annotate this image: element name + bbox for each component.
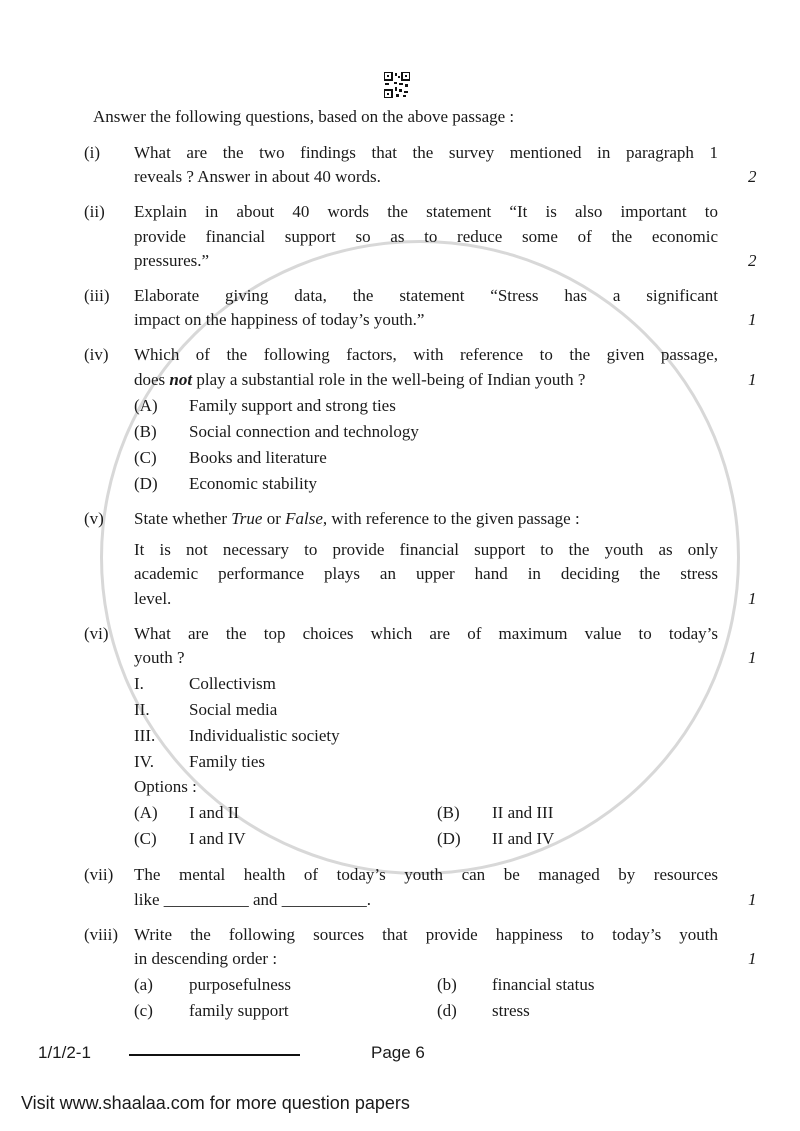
item-label: II.	[134, 700, 150, 719]
option-text: Family support and strong ties	[189, 396, 396, 415]
option-label: (D)	[437, 829, 461, 848]
question-text: youth ?	[134, 648, 185, 667]
option-label: (A)	[134, 396, 158, 415]
emphasis: True	[231, 509, 263, 528]
question-number: (viii)	[84, 925, 118, 944]
item-text: Social media	[189, 700, 278, 719]
option-text: I and IV	[189, 829, 246, 848]
statement-text: academic performance plays an upper hand in deciding the stress	[134, 564, 718, 583]
question-number: (vi)	[84, 624, 109, 643]
question-text: reveals ? Answer in about 40 words.	[134, 167, 381, 186]
option-text: purposefulness	[189, 975, 291, 994]
question-number: (i)	[84, 143, 101, 162]
option-text: financial status	[492, 975, 595, 994]
options-heading: Options :	[134, 777, 197, 796]
option-label: (B)	[134, 422, 157, 441]
emphasis: not	[169, 370, 193, 389]
marks: 1	[748, 949, 757, 968]
question-text: provide financial support so as to reduce some of the economic	[134, 227, 718, 246]
item-label: III.	[134, 726, 156, 745]
question-text: pressures.”	[134, 251, 210, 270]
question-text: like __________ and __________.	[134, 890, 372, 909]
question-number: (v)	[84, 509, 104, 528]
option-text: Economic stability	[189, 474, 317, 493]
item-text: Collectivism	[189, 674, 276, 693]
statement-text: level.	[134, 589, 172, 608]
footer-link-text: Visit www.shaalaa.com for more question papers	[21, 1093, 410, 1113]
option-text: stress	[492, 1001, 530, 1020]
question-text: Write the following sources that provide happiness to today’s youth	[134, 925, 718, 944]
option-label: (C)	[134, 829, 157, 848]
text: does	[134, 370, 170, 389]
question-text: Explain in about 40 words the statement “It is also important to	[134, 202, 718, 221]
option-text: I and II	[189, 803, 240, 822]
option-text: II and IV	[492, 829, 555, 848]
option-label: (a)	[134, 975, 153, 994]
emphasis: False	[285, 509, 323, 528]
qr-code-icon	[384, 72, 410, 98]
question-text	[134, 368, 585, 392]
text: play a substantial role in the well-being of Indian youth ?	[192, 370, 586, 389]
question-text: The mental health of today’s youth can be managed by resources	[134, 865, 718, 884]
option-text: II and III	[492, 803, 554, 822]
option-label: (A)	[134, 803, 158, 822]
question-number: (iii)	[84, 286, 110, 305]
marks: 1	[748, 310, 757, 329]
marks: 1	[748, 589, 757, 608]
question-number: (iv)	[84, 345, 109, 364]
option-text: family support	[189, 1001, 289, 1020]
question-text: in descending order :	[134, 949, 278, 968]
option-label: (d)	[437, 1001, 457, 1020]
question-number: (vii)	[84, 865, 114, 884]
question-text: impact on the happiness of today’s youth.”	[134, 310, 425, 329]
marks: 2	[748, 167, 757, 186]
footer-divider	[129, 1054, 300, 1056]
option-label: (c)	[134, 1001, 153, 1020]
option-label: (D)	[134, 474, 158, 493]
item-text: Family ties	[189, 752, 266, 771]
text: or	[262, 509, 286, 528]
question-text: What are the top choices which are of maximum value to today’s	[134, 624, 718, 643]
question-text: Which of the following factors, with reference to the given passage,	[134, 345, 718, 364]
marks: 1	[748, 648, 757, 667]
option-label: (B)	[437, 803, 460, 822]
page-number: Page 6	[371, 1043, 425, 1062]
question-text: What are the two findings that the survey mentioned in paragraph 1	[134, 143, 718, 162]
text: , with reference to the given passage :	[322, 509, 580, 528]
option-label: (C)	[134, 448, 157, 467]
option-text: Social connection and technology	[189, 422, 419, 441]
question-text	[134, 507, 580, 531]
statement-text: It is not necessary to provide financial support to the youth as only	[134, 540, 718, 559]
paper-code: 1/1/2-1	[38, 1043, 91, 1062]
item-label: I.	[134, 674, 144, 693]
question-number: (ii)	[84, 202, 105, 221]
marks: 1	[748, 890, 757, 909]
item-label: IV.	[134, 752, 154, 771]
text: State whether	[134, 509, 232, 528]
instructions: Answer the following questions, based on the above passage :	[93, 107, 515, 126]
option-text: Books and literature	[189, 448, 327, 467]
marks: 1	[748, 370, 757, 389]
marks: 2	[748, 251, 757, 270]
question-text: Elaborate giving data, the statement “Stress has a significant	[134, 286, 718, 305]
item-text: Individualistic society	[189, 726, 340, 745]
option-label: (b)	[437, 975, 457, 994]
